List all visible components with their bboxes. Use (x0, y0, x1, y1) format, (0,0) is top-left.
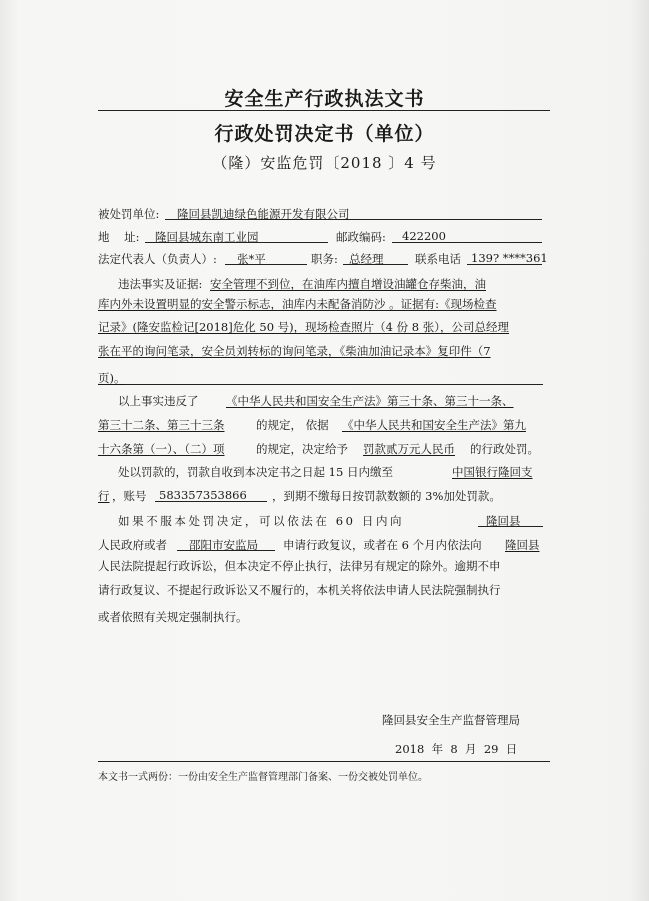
account-label: ，账号 (112, 489, 147, 503)
account-number: 583357353866 (155, 488, 267, 502)
representative-label: 法定代表人（负责人）: (98, 252, 217, 266)
unit-label: 被处罚单位: (98, 207, 160, 221)
appeal-court: 隆回县 (505, 538, 540, 552)
payment-bank-cont: 行 (98, 489, 110, 503)
basis-law: 《中华人民共和国安全生产法》第九 (342, 418, 526, 432)
phone-value: 139? ****361 (467, 251, 542, 265)
postcode-label: 邮政编码: (336, 230, 386, 244)
appeal-intro: 如果不服本处罚决定，可以依法在 60 日内向 (118, 514, 405, 528)
appeal-government-cont: 人民政府或者 (98, 538, 167, 552)
document-subtitle: 行政处罚决定书（单位） (214, 123, 435, 145)
facts-line-3: 记录》(隆安监检记[2018]危化 50 号)，现场检查照片（4 份 8 张），公司总经理 (98, 320, 510, 334)
document-number: （隆）安监危罚〔2018 〕4 号 (212, 154, 437, 172)
position-value: 总经理 (343, 251, 408, 265)
postcode-value: 422200 (392, 229, 542, 243)
penalty-amount: 罚款贰万元人民币 (363, 442, 455, 456)
facts-end-rule (125, 384, 543, 385)
appeal-litigation-text: 申请行政复议，或者在 6 个月内依法向 (283, 538, 482, 552)
address-value: 隆回县城东南工业园 (145, 229, 328, 243)
late-fee-text: ，到期不缴每日按罚款数额的 3%加处罚款。 (272, 489, 501, 503)
position-label: 职务: (311, 252, 338, 266)
payment-bank: 中国银行隆回支 (452, 465, 533, 479)
facts-line-2: 库内外未设置明显的安全警示标志，油库内未配备消防沙 。证据有:《现场检查 (98, 297, 497, 311)
violation-basis-text: 的规定， 依据 (256, 418, 329, 432)
facts-line-1: 安全管理不到位，在油库内擅自增设油罐仓存柴油，油 (210, 277, 486, 291)
violated-articles: 第三十二条、第三十三条 (98, 418, 225, 432)
unit-value: 隆回县凯迪绿色能源开发有限公司 (165, 206, 542, 220)
issue-date: 2018 年 8 月 29 日 (395, 742, 518, 756)
appeal-government: 隆回县 (478, 513, 543, 527)
decision-text: 的规定，决定给予 (256, 442, 348, 456)
appeal-line-4: 请行政复议、不提起行政诉讼又不履行的，本机关将依法申请人民法院强制执行 (98, 583, 501, 597)
footer-note: 本文书一式两份：一份由安全生产监督管理部门备案、一份交被处罚单位。 (98, 772, 428, 783)
representative-value: 张*平 (225, 251, 307, 265)
phone-label: 联系电话 (415, 252, 461, 266)
violated-law: 《中华人民共和国安全生产法》第三十条、第三十一条、 (226, 394, 514, 408)
appeal-line-5: 或者依照有关规定强制执行。 (98, 610, 248, 624)
penalty-suffix: 的行政处罚。 (470, 442, 539, 456)
appeal-line-3: 人民法院提起行政诉讼，但本决定不停止执行，法律另有规定的除外。逾期不申 (98, 559, 501, 573)
document-title: 安全生产行政执法文书 (224, 88, 425, 110)
violation-intro: 以上事实违反了 (118, 394, 199, 408)
appeal-agency: 邵阳市安监局 (177, 537, 275, 551)
address-label: 地 址: (98, 230, 140, 244)
footer-rule (98, 761, 550, 762)
basis-articles: 十六条第（一）、（二）项 (98, 442, 225, 456)
facts-line-4: 张在平的询问笔录，安全员刘转标的询问笔录，《柴油加油记录本》复印件（7 (98, 344, 491, 358)
facts-line-5: 页)。 (98, 371, 126, 385)
facts-label: 违法事实及证据: (118, 277, 203, 291)
payment-intro: 处以罚款的，罚款自收到本决定书之日起 15 日内缴至 (118, 465, 393, 479)
title-rule (98, 110, 550, 111)
issuing-agency: 隆回县安全生产监督管理局 (382, 713, 520, 727)
